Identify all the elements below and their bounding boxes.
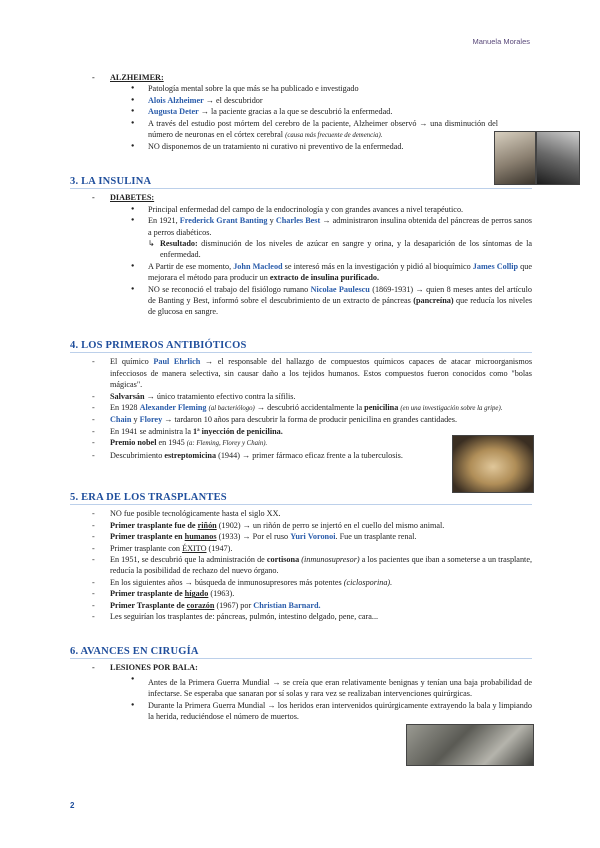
section-title: 4. LOS PRIMEROS ANTIBIÓTICOS: [70, 340, 532, 353]
patient-portrait-photo: [536, 131, 580, 185]
list-item: - El químico Paul Ehrlich → el responsable del hallazgo de compuestos químicos capaces de atacar microorganismos infecciosos de manera selectiva, sin causar daño a los tejidos humanos. Estos compuestos fueron conocidos como "bolas mágicas".: [70, 356, 532, 390]
list-item: - En 1941 se administra la 1ª inyección de penicilina.: [70, 426, 532, 437]
list-item: ● Augusta Deter → la paciente gracias a la que se descubrió la enfermedad.: [70, 106, 532, 117]
result-note: ↳ Resultado: disminución de los niveles de azúcar en sangre y orina, y la desaparición de los síntomas de la enfermedad.: [148, 239, 532, 260]
list-item: ● En 1921, Frederick Grant Banting y Charles Best → administraron insulina obtenida del páncreas de perros sanos a perros diabéticos.: [70, 215, 532, 238]
list-item: ● NO se reconoció el trabajo del fisiólogo rumano Nicolae Paulescu (1869-1931) → quien 8 meses antes del artículo de Banting y Best, informó sobre el descubrimiento de un extracto de páncreas (pancreína) que reducía los niveles de glucosa en sangre.: [70, 284, 532, 318]
insulina-section: [70, 176, 532, 318]
list-item: - En 1928 Alexander Fleming (al bacteriólogo) → descubrió accidentalmente la penicilina (en una investigación sobre la gripe).: [70, 402, 532, 414]
list-item: ● A través del estudio post mórtem del cerebro de la paciente, Alzheimer observó → una disminución del número de neuronas en el córtex cerebral (causa más frecuente de demencia).: [70, 118, 498, 142]
section-title: 3. LA INSULINA: [70, 176, 532, 189]
page-number: 2: [70, 801, 75, 810]
list-item: ● Antes de la Primera Guerra Mundial → se creía que eran relativamente benignas y tenían una baja probabilidad de infectarse. Se esperaba que sanaran por sí solas y rara vez se realizaban intervenciones quirúrgicas.: [70, 674, 532, 700]
cirugia-section: [70, 646, 532, 722]
list-item: - Primer trasplante en humanos (1933) → Por el ruso Yuri Voronoi. Fue un trasplante renal.: [70, 531, 532, 542]
list-item: - Salvarsán → único tratamiento efectivo contra la sífilis.: [70, 391, 532, 402]
page-header-author: Manuela Morales: [472, 37, 530, 46]
list-item: ● Alois Alzheimer → el descubridor: [70, 95, 532, 106]
list-item: ● Durante la Primera Guerra Mundial → los heridos eran intervenidos quirúrgicamente extrayendo la bala y limpiando la herida, reduciéndose el número de muertos.: [70, 700, 532, 723]
alzheimer-block: [70, 72, 532, 153]
list-item: - Primer trasplante con ÉXITO (1947).: [70, 543, 532, 554]
alzheimer-heading: - ALZHEIMER:: [70, 72, 532, 83]
lesiones-heading: - LESIONES POR BALA:: [70, 662, 532, 673]
list-item: - Descubrimiento estreptomicina (1944) → primer fármaco eficaz frente a la tuberculosis.: [70, 450, 532, 461]
list-item: ● Principal enfermedad del campo de la endocrinología y con grandes avances a nivel terapéutico.: [70, 204, 532, 215]
list-item: - Premio nobel en 1945 (a: Fleming, Florey y Chain).: [70, 437, 532, 449]
person-name: Alois Alzheimer: [148, 95, 204, 105]
trasplantes-section: [70, 492, 532, 622]
list-item: - Les seguirían los trasplantes de: páncreas, pulmón, intestino delgado, pene, cara...: [70, 611, 532, 622]
section-title: 6. AVANCES EN CIRUGÍA: [70, 646, 532, 659]
surgery-photo: [406, 724, 534, 766]
list-item: - En 1951, se descubrió que la administración de cortisona (inmunosupresor) a los pacientes que iban a someterse a un trasplante, reducía la posibilidad de rechazo del nuevo órgano.: [70, 554, 532, 577]
list-item: ● A Partir de ese momento, John Macleod se interesó más en la investigación y pidió al bioquímico James Collip que mejorara el método para producir un extracto de insulina purificado.: [70, 261, 532, 284]
penicillin-bottle-photo: [452, 435, 534, 493]
diabetes-heading: - DIABETES:: [70, 192, 532, 203]
section-title: 5. ERA DE LOS TRASPLANTES: [70, 492, 532, 505]
list-item: ● Patología mental sobre la que más se ha publicado e investigado: [70, 83, 532, 94]
list-item: ● NO disponemos de un tratamiento ni curativo ni preventivo de la enfermedad.: [70, 141, 532, 152]
list-item: - Primer trasplante de hígado (1963).: [70, 588, 532, 599]
person-name: Augusta Deter: [148, 107, 199, 117]
list-item: - En los siguientes años → búsqueda de inmunosupresores más potentes (ciclosporina).: [70, 577, 532, 588]
list-item: - NO fue posible tecnológicamente hasta el siglo XX.: [70, 508, 532, 519]
list-item: - Primer Trasplante de corazón (1967) por Christian Barnard.: [70, 600, 532, 611]
list-item: - Primer trasplante fue de riñón (1902) → un riñón de perro se injertó en el cuello del mismo animal.: [70, 520, 532, 531]
list-item: - Chain y Florey → tardaron 10 años para descubrir la forma de producir penicilina en grandes cantidades.: [70, 414, 532, 425]
